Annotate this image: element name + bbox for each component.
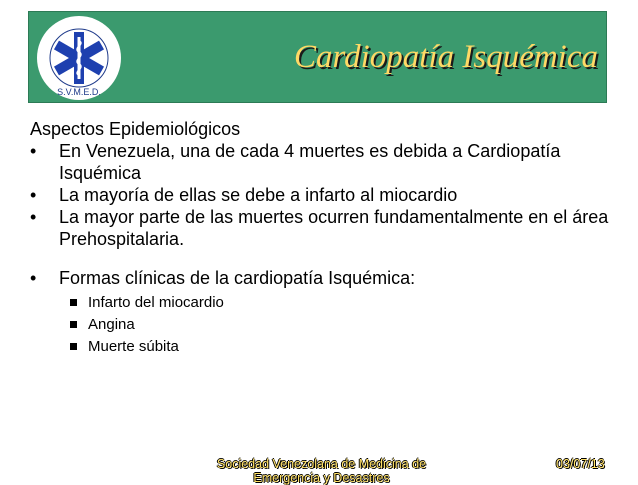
sub-list-item: Infarto del miocardio — [30, 292, 620, 314]
square-bullet-icon — [70, 343, 77, 350]
footer-date: 03/07/13 — [556, 457, 605, 471]
bullet-icon: • — [30, 141, 37, 161]
square-bullet-icon — [70, 299, 77, 306]
list-item: • En Venezuela, una de cada 4 muertes es debida a Cardiopatía Isquémica — [30, 141, 561, 183]
slide-body — [30, 118, 620, 358]
sub-list-item: Angina — [30, 314, 620, 336]
square-bullet-icon — [70, 321, 77, 328]
section-heading: Aspectos Epidemiológicos — [30, 119, 241, 139]
bullet-icon: • — [30, 207, 37, 227]
list-item: • Formas clínicas de la cardiopatía Isquémica: — [30, 268, 416, 288]
list-item: • La mayor parte de las muertes ocurren fundamentalmente en el área Prehospitalaria. — [30, 207, 609, 249]
bullet-icon: • — [30, 268, 37, 288]
slide-title: Cardiopatía Isquémica — [293, 39, 598, 75]
logo-text: S.V.M.E.D. — [57, 87, 101, 97]
list-item: • La mayoría de ellas se debe a infarto al miocardio — [30, 185, 458, 205]
title-banner — [28, 11, 607, 103]
sub-list-item: Muerte súbita — [30, 336, 620, 358]
bullet-icon: • — [30, 185, 37, 205]
footer-organization: Sociedad Venezolana de Medicina de Emergencia y Desastres — [216, 457, 427, 485]
svmed-logo — [36, 15, 122, 101]
